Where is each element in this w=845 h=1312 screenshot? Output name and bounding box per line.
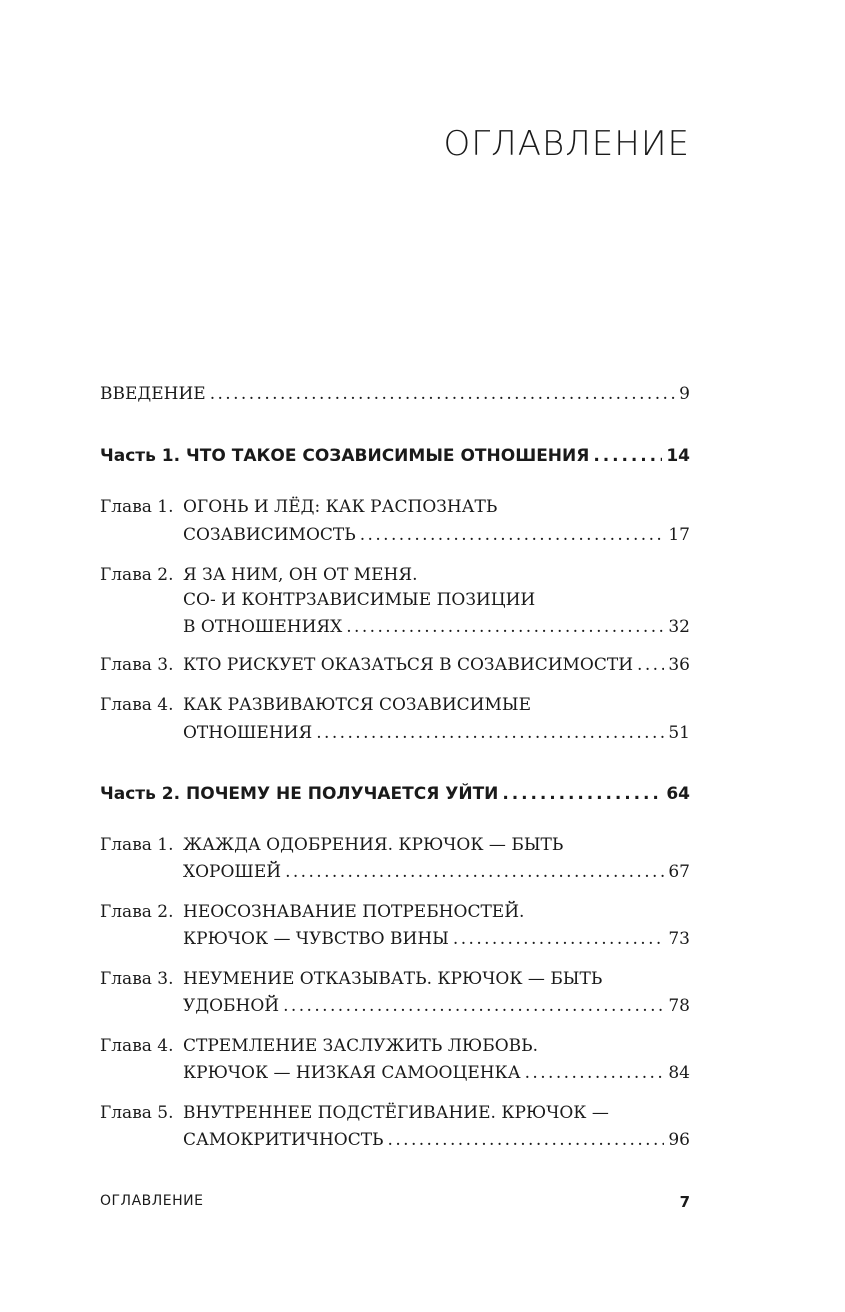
dot-leader [360,522,665,549]
dot-leader [388,1127,665,1154]
toc-part-2[interactable] [100,779,690,809]
chapter-title-line [183,494,690,521]
running-footer-title: ОГЛАВЛЕНИЕ [100,1193,204,1209]
chapter-number: Глава 4. [100,1036,174,1056]
toc-page-number: 36 [668,655,690,675]
chapter-title-line [183,1060,690,1087]
toc-page-number: 51 [668,723,690,743]
chapter-title-text: ХОРОШЕЙ [183,862,282,882]
toc-page-number: 67 [668,862,690,882]
dot-leader [283,993,664,1020]
chapter-title-text: НЕОСОЗНАВАНИЕ ПОТРЕБНОСТЕЙ. [183,902,525,922]
toc-page-number: 14 [666,446,690,466]
chapter-title-text: САМОКРИТИЧНОСТЬ [183,1130,384,1150]
toc-page-number: 17 [668,525,690,545]
dot-leader [453,926,664,953]
chapter-title-text: НЕУМЕНИЕ ОТКАЗЫВАТЬ. КРЮЧОК — БЫТЬ [183,969,603,989]
toc-part-1[interactable] [100,441,690,471]
chapter-title-text: В ОТНОШЕНИЯХ [183,617,343,637]
chapter-title-line [183,1100,690,1127]
chapter-title-line [183,614,690,641]
toc-page-number: 73 [668,929,690,949]
chapter-title-text: ЖАЖДА ОДОБРЕНИЯ. КРЮЧОК — БЫТЬ [183,835,564,855]
footer-page-number: 7 [679,1193,690,1211]
chapter-title-text: СОЗАВИСИМОСТЬ [183,525,356,545]
chapter-number: Глава 5. [100,1103,174,1123]
dot-leader [210,381,675,408]
toc-page-number: 9 [679,384,690,404]
chapter-number: Глава 1. [100,835,174,855]
toc-page-number: 32 [668,617,690,637]
chapter-title-text: КАК РАЗВИВАЮТСЯ СОЗАВИСИМЫЕ [183,695,532,715]
page-title: ОГЛАВЛЕНИЕ [443,124,690,164]
chapter-number: Глава 3. [100,969,174,989]
chapter-title-line [183,1127,690,1154]
toc-entry-label: ВВЕДЕНИЕ [100,384,206,404]
chapter-title-line [183,562,690,589]
chapter-number: Глава 1. [100,497,174,517]
chapter-title-text: ОГОНЬ И ЛЁД: КАК РАСПОЗНАТЬ [183,497,498,517]
chapter-title-text: ВНУТРЕННЕЕ ПОДСТЁГИВАНИЕ. КРЮЧОК — [183,1103,609,1123]
chapter-title-line [183,587,690,614]
dot-leader [285,859,664,886]
chapter-title-text: КРЮЧОК — НИЗКАЯ САМООЦЕНКА [183,1063,521,1083]
chapter-title-line [183,966,690,993]
dot-leader [502,779,662,809]
chapter-title-text: СО- И КОНТРЗАВИСИМЫЕ ПОЗИЦИИ [183,590,536,610]
chapter-title-line [183,522,690,549]
chapter-title-text: Я ЗА НИМ, ОН ОТ МЕНЯ. [183,565,418,585]
toc-page-number: 84 [668,1063,690,1083]
chapter-title-line [183,692,690,719]
chapter-title-line [183,859,690,886]
toc-page-number: 78 [668,996,690,1016]
chapter-title-text: ОТНОШЕНИЯ [183,723,313,743]
dot-leader [316,720,664,747]
chapter-title-line [183,993,690,1020]
chapter-title-text: УДОБНОЙ [183,996,280,1016]
chapter-title-line [183,1033,690,1060]
dot-leader [525,1060,665,1087]
chapter-title-text: КРЮЧОК — ЧУВСТВО ВИНЫ [183,929,449,949]
chapter-number: Глава 2. [100,902,174,922]
dot-leader [593,441,662,471]
toc-part-title: Часть 2. ПОЧЕМУ НЕ ПОЛУЧАЕТСЯ УЙТИ [100,784,499,804]
dot-leader [637,652,664,679]
toc-entry-intro[interactable] [100,381,690,408]
chapter-number: Глава 2. [100,565,174,585]
chapter-title-line [183,720,690,747]
chapter-title-line [183,652,690,679]
chapter-title-line [183,926,690,953]
toc-page-number: 96 [668,1130,690,1150]
dot-leader [346,614,664,641]
chapter-number: Глава 3. [100,655,174,675]
chapter-number: Глава 4. [100,695,174,715]
chapter-title-line [183,832,690,859]
chapter-title-text: КТО РИСКУЕТ ОКАЗАТЬСЯ В СОЗАВИСИМОСТИ [183,655,634,675]
chapter-title-text: СТРЕМЛЕНИЕ ЗАСЛУЖИТЬ ЛЮБОВЬ. [183,1036,538,1056]
toc-page-number: 64 [666,784,690,804]
toc-part-title: Часть 1. ЧТО ТАКОЕ СОЗАВИСИМЫЕ ОТНОШЕНИЯ [100,446,590,466]
chapter-title-line [183,899,690,926]
